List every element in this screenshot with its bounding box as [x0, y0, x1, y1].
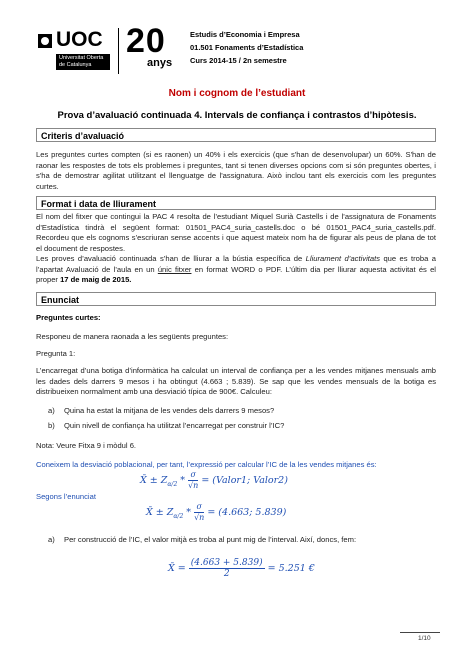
- delivery-paragraph-2: Les proves d’avaluació continuada s’han de lliurar a la bústia específica de Lliurament d’activitats que es troba a l’apartat Avaluació de l’aula en un únic fitxer en format WORD o PDF. L’últim dia per lliurar aquesta activitat és el proper 17 de maig de 2015.: [36, 254, 436, 284]
- uoc-logo-mark-icon: [38, 34, 52, 48]
- header-line-1: Estudis d’Economia i Empresa: [190, 30, 300, 39]
- header-course-info: [190, 28, 303, 67]
- page-number: 1/10: [418, 635, 431, 642]
- question-a-letter: a): [48, 406, 55, 415]
- header-line-2: 01.501 Fonaments d’Estadística: [190, 43, 304, 52]
- note-text: Nota: Veure Fitxa 9 i mòdul 6.: [36, 441, 137, 450]
- student-name-label: Nom i cognom de l’estudiant: [168, 88, 306, 99]
- header-line-3: Curs 2014-15 / 2n semestre: [190, 56, 287, 65]
- delivery-italic: Lliurament d’activitats: [305, 254, 381, 263]
- question-b-text: Quin nivell de confiança ha utilitzat l’encarregat per construir l’IC?: [64, 421, 285, 430]
- answer-intro: Coneixem la desviació poblacional, per tant, l’expressió per calcular l’IC de la les vendes mitjanes és:: [36, 460, 377, 469]
- formula-1: X̄ ± $Z_{\alpha/2}$ * $\frac{\sigma}{√n}$ = (Valor1; Valor2): [140, 470, 288, 490]
- question-1-label: Pregunta 1:: [36, 349, 76, 358]
- uoc-logo-university: Universitat Oberta de Catalunya: [56, 54, 110, 70]
- page-title: Prova d’avaluació continuada 4. Intervals de confiança i contrastos d’hipòtesis.: [57, 110, 417, 121]
- delivery-paragraph-1: El nom del fitxer que contingui la PAC 4 resolta de l’estudiant Miquel Surià Castells i de l’assignatura de Fonaments d’Estadística tindrà el següent format: 01501_PAC4_suria_castells.doc o bé 01501_PAC4_suria_castells.pdf. Recordeu que els cognoms s’escriuran sense accents i que aquest mateix nom ha de figurar als peus de plana de tot el document de respostes.: [36, 212, 436, 253]
- footer-rule: [400, 632, 440, 633]
- formula-2: X̄ ± $Z_{\alpha/2}$ * $\frac{\sigma}{√n}$ = (4.663; 5.839): [146, 502, 287, 522]
- criteria-text: Les preguntes curtes compten (si es raonen) un 40% i els exercicis (que s'han de desenvolupar) un 60%. S'han de raonar les respostes de tots els problemes i preguntes, tant si tenen diverses opcions com si són preguntes obertes, i s'ha de demostrar agilitat utilitzant el llenguatge de l'assignatura. Això inclou tant els exercicis com les preguntes curtes.: [36, 150, 436, 191]
- question-a-text: Quina ha estat la mitjana de les vendes dels darrers 9 mesos?: [64, 406, 275, 415]
- header-divider: [118, 28, 119, 74]
- statement-label: Segons l’enunciat: [36, 492, 96, 501]
- answer-a-text: Per construcció de l’IC, el valor mitjà es troba al punt mig de l’interval. Així, doncs, fem:: [64, 535, 357, 544]
- question-b-letter: b): [48, 421, 55, 430]
- section-heading-criteria: Criteris d’avaluació: [36, 128, 436, 142]
- anniversary-number: 20: [126, 22, 166, 60]
- uoc-logo-text: UOC: [56, 28, 103, 51]
- single-file-link: únic fitxer: [157, 264, 192, 274]
- section-heading-statement: Enunciat: [36, 292, 436, 306]
- formula-3: X̄ = $\frac{(4.663 + 5.839)}{2}$ = 5.251 €: [168, 558, 315, 579]
- delivery-date: 17 de maig de 2015.: [60, 275, 132, 284]
- uoc-logo: [36, 28, 114, 74]
- question-1-text: L’encarregat d’una botiga d’informàtica ha calculat un interval de confiança per a les vendes mitjanes mensuals amb les dades dels darrers 9 mesos i ha obtingut (4.663 ; 5.839). Se sap que les vendes mensuals de la botiga es distribueixen normalment amb una desviació típica de 900€. Calculeu:: [36, 366, 436, 396]
- anniversary-word: anys: [147, 57, 173, 69]
- answer-a-letter: a): [48, 535, 55, 544]
- short-questions-label: Preguntes curtes:: [36, 313, 101, 322]
- section-heading-delivery: Format i data de lliurament: [36, 196, 436, 210]
- instruction-text: Responeu de manera raonada a les següents preguntes:: [36, 332, 229, 341]
